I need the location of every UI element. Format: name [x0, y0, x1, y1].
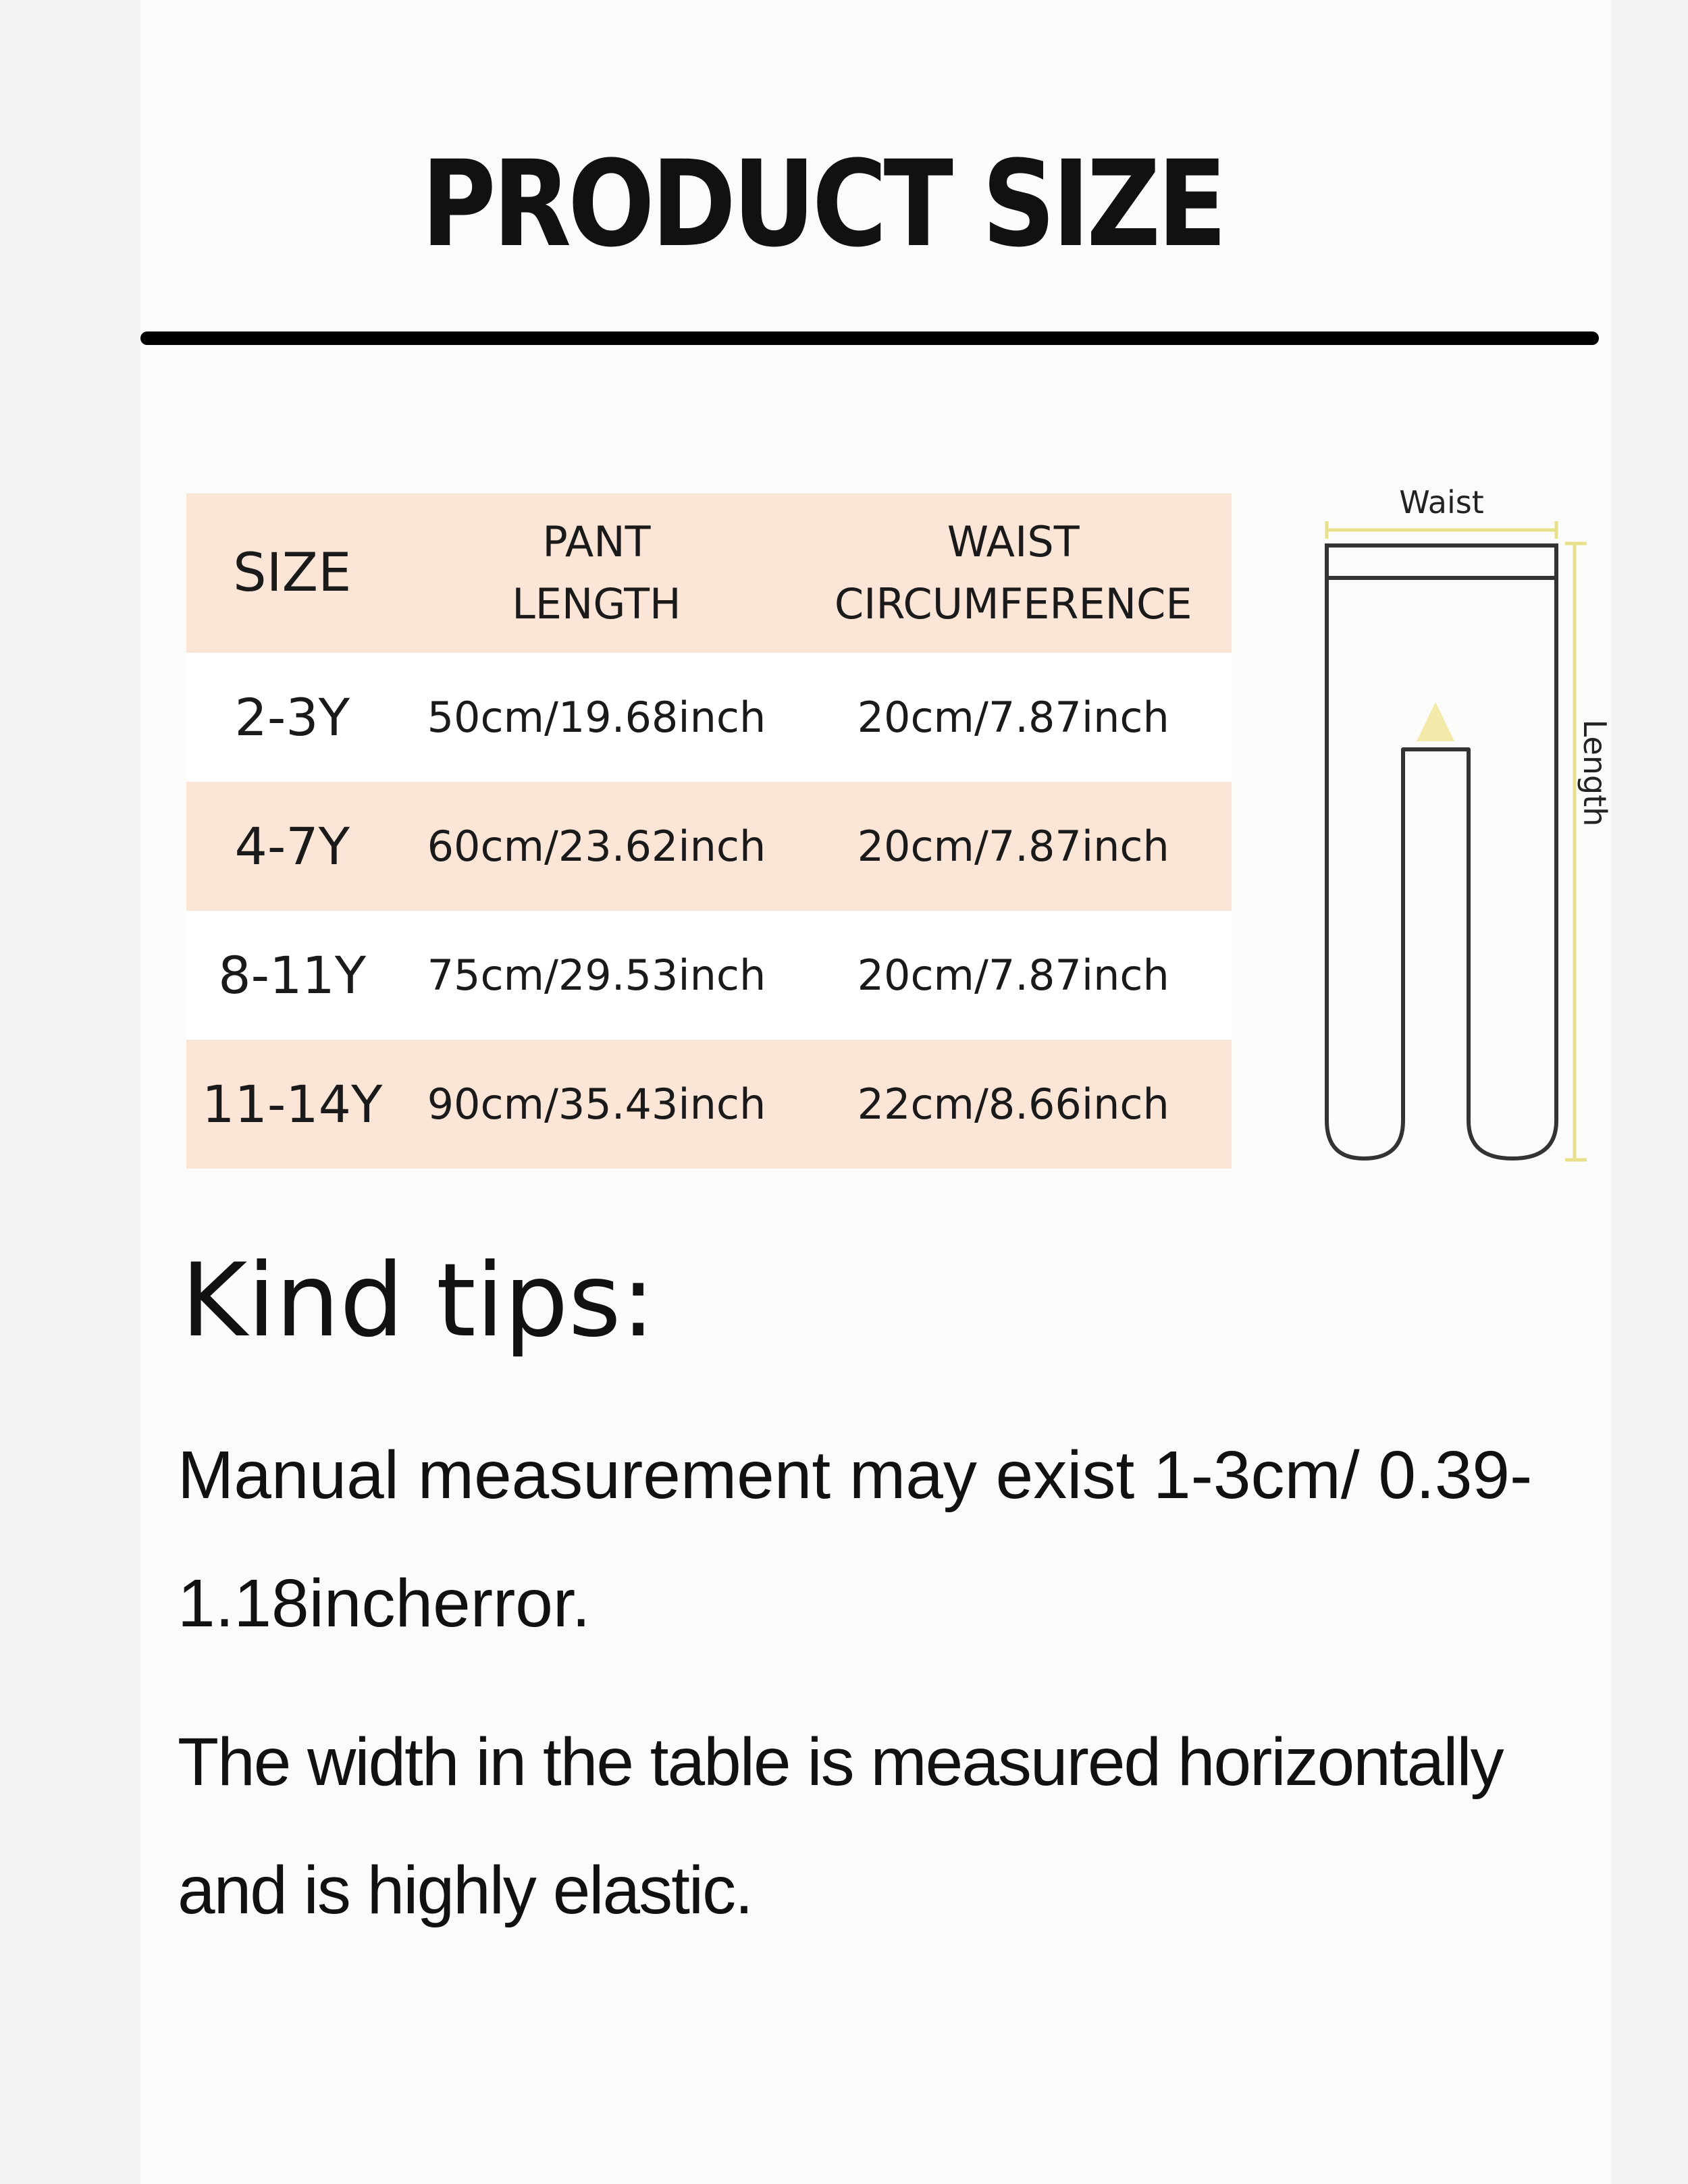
- cell-size: 11-14Y: [202, 1074, 383, 1134]
- crotch-marker: [1417, 702, 1454, 741]
- tip-measurement-error: Manual measurement may exist 1-3cm/ 0.39-1.18incherror.: [178, 1437, 1533, 1641]
- header-waist-line1: WAIST: [947, 517, 1080, 566]
- cell-size: 2-3Y: [234, 687, 350, 747]
- header-waist-circumference: [795, 494, 1232, 653]
- cell-waist: 20cm/7.87inch: [857, 822, 1169, 871]
- page-title: PRODUCT SIZE: [421, 135, 1224, 273]
- header-pant-length-line1: PANT: [542, 517, 651, 566]
- header-waist-line2: CIRCUMFERENCE: [834, 579, 1192, 629]
- cell-pant-length: 90cm/35.43inch: [427, 1080, 766, 1129]
- table-row: [186, 911, 1232, 1040]
- tips-heading: Kind tips:: [181, 1242, 656, 1360]
- cell-pant-length: 60cm/23.62inch: [427, 822, 766, 871]
- cell-size: 8-11Y: [218, 945, 367, 1005]
- waistband-outline: [1327, 545, 1556, 578]
- waist-label: Waist: [1399, 484, 1484, 521]
- cell-pant-length: 75cm/29.53inch: [427, 951, 766, 1000]
- cell-pant-length: 50cm/19.68inch: [427, 693, 766, 742]
- header-size: SIZE: [233, 543, 352, 604]
- table-header-row: [186, 494, 1232, 653]
- cell-waist: 20cm/7.87inch: [857, 951, 1169, 1000]
- table-row: [186, 782, 1232, 911]
- pants-diagram: [1310, 484, 1613, 1175]
- cell-waist: 20cm/7.87inch: [857, 693, 1169, 742]
- cell-size: 4-7Y: [234, 816, 350, 876]
- pants-outline: [1327, 578, 1556, 1158]
- length-label: Length: [1577, 719, 1613, 827]
- header-pant-length: [398, 494, 795, 653]
- table-row: [186, 653, 1232, 782]
- size-table: [186, 494, 1232, 1169]
- title-divider: [140, 331, 1599, 345]
- table-row: [186, 1040, 1232, 1169]
- tip-width-elastic: The width in the table is measured horizontally and is highly elastic.: [178, 1724, 1503, 1928]
- header-pant-length-line2: LENGTH: [512, 579, 681, 629]
- cell-waist: 22cm/8.66inch: [857, 1080, 1169, 1129]
